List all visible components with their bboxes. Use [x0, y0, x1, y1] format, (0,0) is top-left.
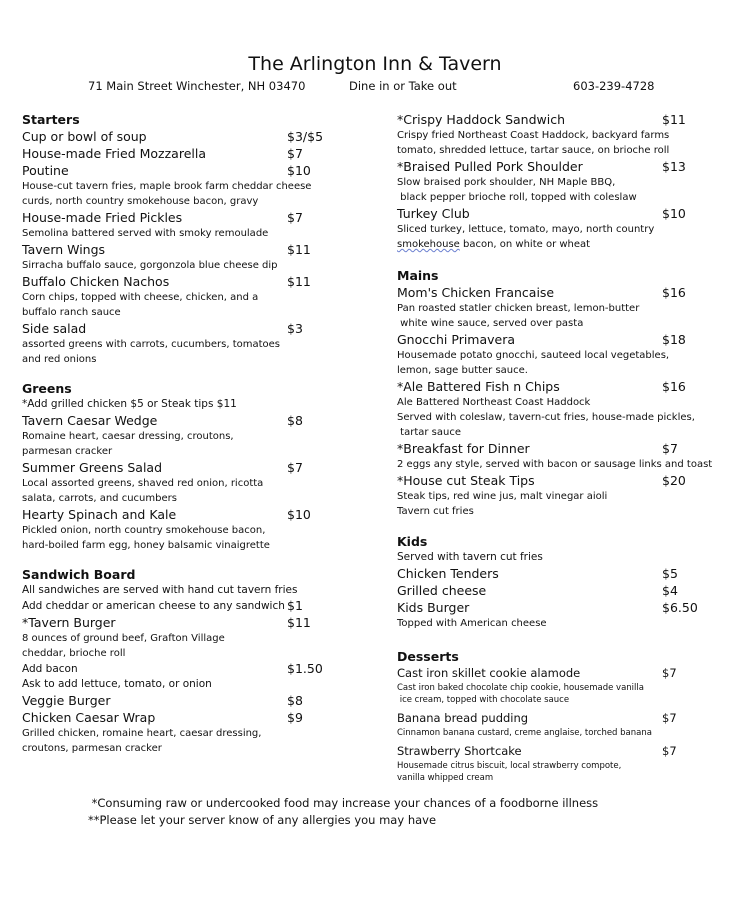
- item-description: Topped with American cheese: [397, 618, 547, 629]
- address: 71 Main Street Winchester, NH 03470: [88, 79, 306, 93]
- menu-item: *Crispy Haddock Sandwich $11: [397, 112, 686, 127]
- menu-item: Banana bread pudding $7: [397, 711, 677, 725]
- menu-item: Summer Greens Salad $7: [22, 460, 303, 475]
- menu-item: Tavern Wings $11: [22, 242, 311, 257]
- mains-section: [397, 267, 732, 519]
- desserts-section: [397, 648, 732, 784]
- menu-item: Grilled cheese $4: [397, 583, 678, 598]
- sandwich-board-section: [22, 566, 342, 756]
- item-description: Local assorted greens, shaved red onion, ricotta salata, carrots, and cucumbers: [22, 478, 264, 504]
- item-description: Cast iron baked chocolate chip cookie, housemade vanilla: [397, 683, 644, 693]
- menu-item: Chicken Tenders $5: [397, 566, 678, 581]
- menu-item: Strawberry Shortcake $7: [397, 744, 677, 758]
- menu-item: Turkey Club $10: [397, 206, 686, 221]
- item-description: white wine sauce, served over pasta: [397, 318, 584, 329]
- item-description: Slow braised pork shoulder, NH Maple BBQ,: [397, 177, 616, 188]
- section-title: Starters: [22, 112, 80, 127]
- section-title: Kids: [397, 534, 428, 549]
- item-description: Pickled onion, north country smokehouse bacon, hard-boiled farm egg, honey balsamic vinaigrette: [22, 525, 270, 551]
- menu-item: *Breakfast for Dinner $7: [397, 441, 678, 456]
- menu-item: *Tavern Burger $11: [22, 615, 311, 630]
- item-description: ice cream, topped with chocolate sauce: [397, 695, 570, 705]
- item-description: Grilled chicken, romaine heart, caesar dressing, croutons, parmesan cracker: [22, 728, 262, 754]
- section-note: All sandwiches are served with hand cut tavern fries: [22, 584, 298, 596]
- section-title: Desserts: [397, 649, 459, 664]
- menu-item: Hearty Spinach and Kale $10: [22, 507, 311, 522]
- menu-item: Poutine $10: [22, 163, 311, 178]
- section-title: Greens: [22, 381, 72, 396]
- item-description: Steak tips, red wine jus, malt vinegar aioli: [397, 491, 608, 502]
- item-description: vanilla whipped cream: [397, 773, 494, 783]
- menu-title: The Arlington Inn & Tavern: [248, 53, 502, 75]
- section-note: Served with tavern cut fries: [397, 551, 543, 563]
- item-description: Sliced turkey, lettuce, tomato, mayo, north country: [397, 224, 655, 235]
- item-description: smokehouse bacon, on white or wheat: [397, 239, 591, 250]
- menu-item: *Braised Pulled Pork Shoulder $13: [397, 159, 686, 174]
- menu-item: Cast iron skillet cookie alamode $7: [397, 666, 677, 680]
- raw-food-warning: *Consuming raw or undercooked food may increase your chances of a foodborne illness: [88, 796, 599, 810]
- menu-item: Buffalo Chicken Nachos $11: [22, 274, 311, 289]
- left-column: [22, 111, 342, 756]
- item-description: Semolina battered served with smoky remoulade: [22, 228, 269, 239]
- greens-section: [22, 380, 342, 553]
- add-bacon-option: Add bacon $1.50: [22, 661, 323, 676]
- sandwiches-continued: [397, 111, 732, 252]
- menu-item: House-made Fried Pickles $7: [22, 210, 303, 225]
- item-description: assorted greens with carrots, cucumbers, tomatoes and red onions: [22, 339, 281, 365]
- item-description: 2 eggs any style, served with bacon or sausage links and toast: [397, 459, 713, 470]
- section-title: Mains: [397, 268, 439, 283]
- item-description: Housemade citrus biscuit, local strawberry compote,: [397, 761, 622, 771]
- item-description: Romaine heart, caesar dressing, croutons, parmesan cracker: [22, 431, 234, 457]
- menu-item: Kids Burger $6.50: [397, 600, 698, 615]
- item-description: Tavern cut fries: [397, 506, 474, 517]
- starters-section: [22, 111, 342, 367]
- toppings-note: Ask to add lettuce, tomato, or onion: [22, 678, 212, 690]
- menu-item: Cup or bowl of soup $3/$5: [22, 129, 324, 144]
- item-description: Corn chips, topped with cheese, chicken, and a buffalo ranch sauce: [22, 292, 259, 318]
- menu-item: Gnocchi Primavera $18: [397, 332, 686, 347]
- item-description: Sirracha buffalo sauce, gorgonzola blue cheese dip: [22, 260, 278, 271]
- allergy-note: **Please let your server know of any allergies you may have: [88, 813, 437, 827]
- footer-notes: [88, 795, 598, 829]
- add-cheese-option: Add cheddar or american cheese to any sandwich $1: [22, 598, 303, 613]
- item-description: Housemade potato gnocchi, sauteed local vegetables,: [397, 350, 670, 361]
- item-description: lemon, sage butter sauce.: [397, 365, 528, 376]
- item-description: House-cut tavern fries, maple brook farm cheddar cheese curds, north country smokehouse bacon, gravy: [22, 181, 312, 207]
- item-description: Crispy fried Northeast Coast Haddock, backyard farms: [397, 130, 670, 141]
- section-title: Sandwich Board: [22, 567, 136, 582]
- section-note: *Add grilled chicken $5 or Steak tips $11: [22, 398, 237, 410]
- menu-item: *Ale Battered Fish n Chips $16: [397, 379, 686, 394]
- phone-number: 603-239-4728: [573, 79, 655, 93]
- menu-item: Tavern Caesar Wedge $8: [22, 413, 303, 428]
- item-description: black pepper brioche roll, topped with coleslaw: [397, 192, 637, 203]
- right-column: [397, 111, 732, 784]
- item-description: tomato, shredded lettuce, tartar sauce, on brioche roll: [397, 145, 670, 156]
- menu-item: House-made Fried Mozzarella $7: [22, 146, 303, 161]
- item-description: Pan roasted statler chicken breast, lemon-butter: [397, 303, 640, 314]
- menu-item: Chicken Caesar Wrap $9: [22, 710, 303, 725]
- menu-item: Mom's Chicken Francaise $16: [397, 285, 686, 300]
- menu-item: Veggie Burger $8: [22, 693, 303, 708]
- item-description: Ale Battered Northeast Coast Haddock: [397, 397, 591, 408]
- menu-item: *House cut Steak Tips $20: [397, 473, 686, 488]
- item-description: tartar sauce: [397, 427, 462, 438]
- kids-section: [397, 533, 732, 631]
- item-description: Cinnamon banana custard, creme anglaise, torched banana: [397, 728, 652, 738]
- item-description: Served with coleslaw, tavern-cut fries, house-made pickles,: [397, 412, 695, 423]
- item-description: 8 ounces of ground beef, Grafton Village cheddar, brioche roll: [22, 633, 225, 659]
- service-type: Dine in or Take out: [349, 79, 457, 93]
- menu-item: Side salad $3: [22, 321, 303, 336]
